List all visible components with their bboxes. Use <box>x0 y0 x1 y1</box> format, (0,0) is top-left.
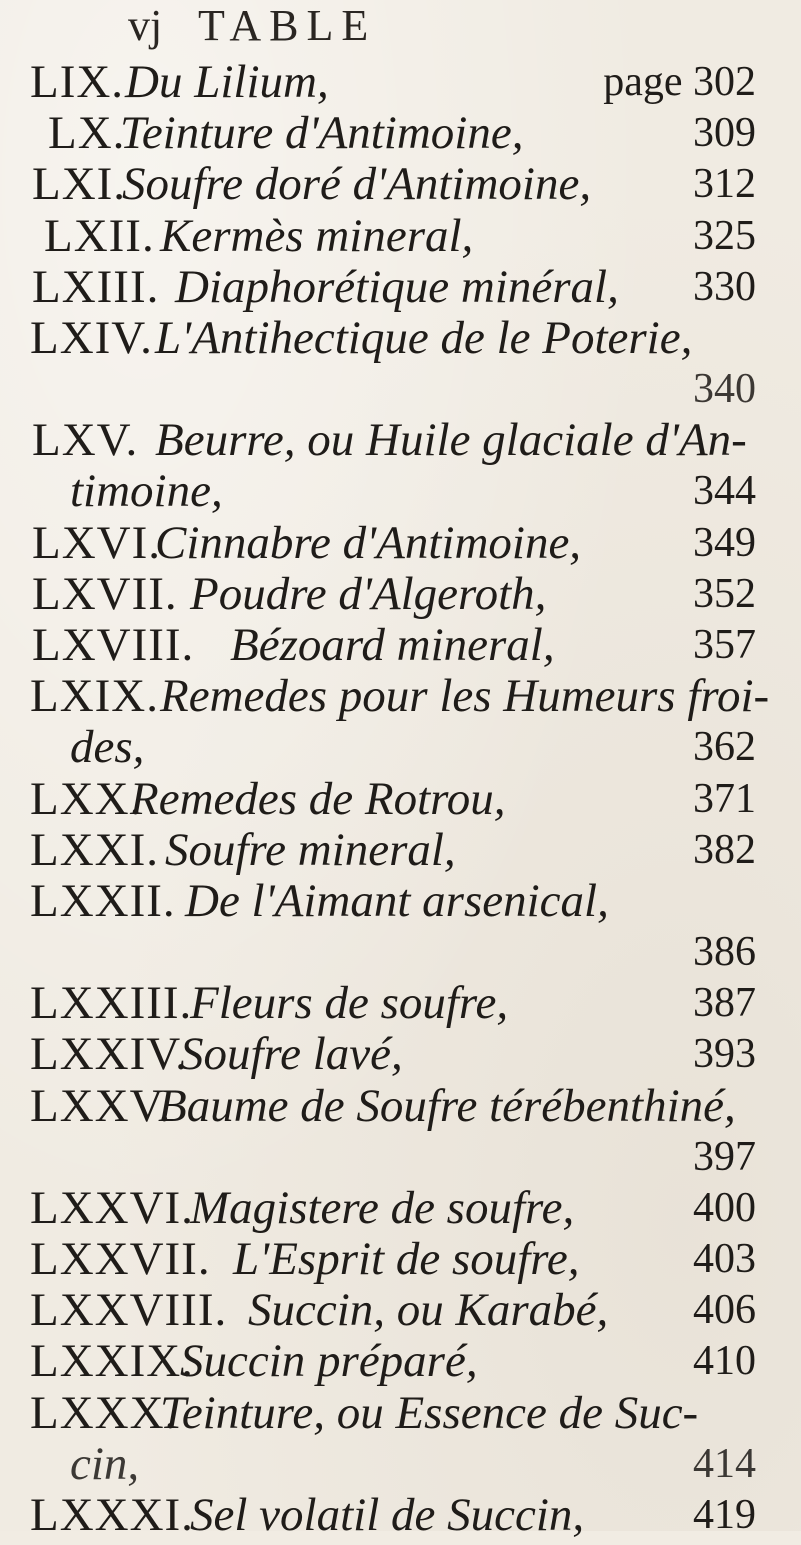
entry-page: 393 <box>693 1031 756 1077</box>
entry-title: Du Lilium, <box>125 56 329 108</box>
entry-page: 406 <box>693 1287 756 1333</box>
entry-title: Bézoard mineral, <box>230 619 555 671</box>
entry-numeral: LXVIII. <box>32 619 195 671</box>
entry-title: Soufre mineral, <box>165 824 456 876</box>
entry-title: Diaphorétique minéral, <box>175 261 619 313</box>
entry-title: Magistere de soufre, <box>190 1182 575 1234</box>
entry-numeral: LXVII. <box>32 568 178 620</box>
entry-numeral: LXXX. <box>30 1387 178 1439</box>
entry-numeral: LXXXI. <box>30 1489 194 1541</box>
entry-numeral: LXXVIII. <box>30 1284 228 1336</box>
entry-numeral: LXIX. <box>30 670 159 722</box>
entry-numeral: LXXV. <box>30 1080 172 1132</box>
entry-page: 344 <box>693 468 756 514</box>
entry-page: 340 <box>693 366 756 412</box>
entry-page: 325 <box>693 213 756 259</box>
entry-title: Soufre doré d'Antimoine, <box>122 158 592 210</box>
entry-title: Cinnabre d'Antimoine, <box>155 517 582 569</box>
entry-page: 400 <box>693 1185 756 1231</box>
entry-page: 357 <box>693 622 756 668</box>
entry-numeral: LXIII. <box>32 261 160 313</box>
entry-title: Remedes de Rotrou, <box>130 773 506 825</box>
entry-numeral: LXX. <box>30 773 143 825</box>
entry-title: Kermès mineral, <box>160 210 474 262</box>
entry-title: Remedes pour les Humeurs froi- <box>160 670 770 722</box>
entry-page: 312 <box>693 161 756 207</box>
entry-numeral: LXVI. <box>32 517 161 569</box>
entry-numeral: LXI. <box>32 158 127 210</box>
entry-title: Beurre, ou Huile glaciale d'An- <box>155 414 747 466</box>
entry-page: 414 <box>693 1441 756 1487</box>
entry-title: L'Esprit de soufre, <box>233 1233 580 1285</box>
toc-entry <box>0 1331 801 1391</box>
entry-numeral: LXV. <box>32 414 139 466</box>
entry-title: Teinture, ou Essence de Suc- <box>160 1387 699 1439</box>
entry-page: 410 <box>693 1338 756 1384</box>
entry-numeral: LXXIII. <box>30 977 193 1029</box>
entry-page: 309 <box>693 110 756 156</box>
page-header: TABLE <box>198 1 377 50</box>
entry-page: 352 <box>693 571 756 617</box>
entry-page: 419 <box>693 1492 756 1538</box>
entry-page: 387 <box>693 980 756 1026</box>
toc-entry <box>0 154 801 214</box>
entry-numeral: LX. <box>48 107 126 159</box>
entry-numeral: LXXIV. <box>30 1028 188 1080</box>
toc-entry <box>0 717 801 777</box>
entry-title: Soufre lavé, <box>180 1028 403 1080</box>
entry-numeral: LXXVII. <box>30 1233 211 1285</box>
entry-numeral: LXXVI. <box>30 1182 194 1234</box>
entry-title: Poudre d'Algeroth, <box>190 568 547 620</box>
entry-title: Sel volatil de Succin, <box>190 1489 585 1541</box>
entry-title: L'Antihectique de le Poterie, <box>155 312 693 364</box>
entry-title: Succin, ou Karabé, <box>248 1284 609 1336</box>
entry-page: 330 <box>693 264 756 310</box>
entry-title: cin, <box>70 1438 140 1490</box>
toc-entry <box>0 1024 801 1084</box>
entry-numeral: LXXIX. <box>30 1335 194 1387</box>
entry-numeral: LXXII. <box>30 875 176 927</box>
entry-page: 371 <box>693 776 756 822</box>
entry-title: De l'Aimant arsenical, <box>185 875 609 927</box>
entry-numeral: LIX. <box>30 56 125 108</box>
entry-title: Teinture d'Antimoine, <box>120 107 524 159</box>
entry-page: page 302 <box>603 59 756 105</box>
entry-title: Baume de Soufre térébenthiné, <box>158 1080 736 1132</box>
entry-numeral: LXIV. <box>30 312 153 364</box>
entry-page: 386 <box>693 929 756 975</box>
entry-title: Succin préparé, <box>180 1335 478 1387</box>
page-signature: vj <box>128 1 163 50</box>
entry-page: 403 <box>693 1236 756 1282</box>
entry-page: 397 <box>693 1134 756 1180</box>
toc-entry <box>0 1485 801 1545</box>
entry-page: 362 <box>693 724 756 770</box>
entry-numeral: LXII. <box>44 210 155 262</box>
entry-title: timoine, <box>70 465 223 517</box>
entry-page: 349 <box>693 520 756 566</box>
entry-page: 382 <box>693 827 756 873</box>
entry-title: Fleurs de soufre, <box>190 977 509 1029</box>
entry-numeral: LXXI. <box>30 824 159 876</box>
toc-entry <box>0 461 801 521</box>
entry-title: des, <box>70 721 145 773</box>
